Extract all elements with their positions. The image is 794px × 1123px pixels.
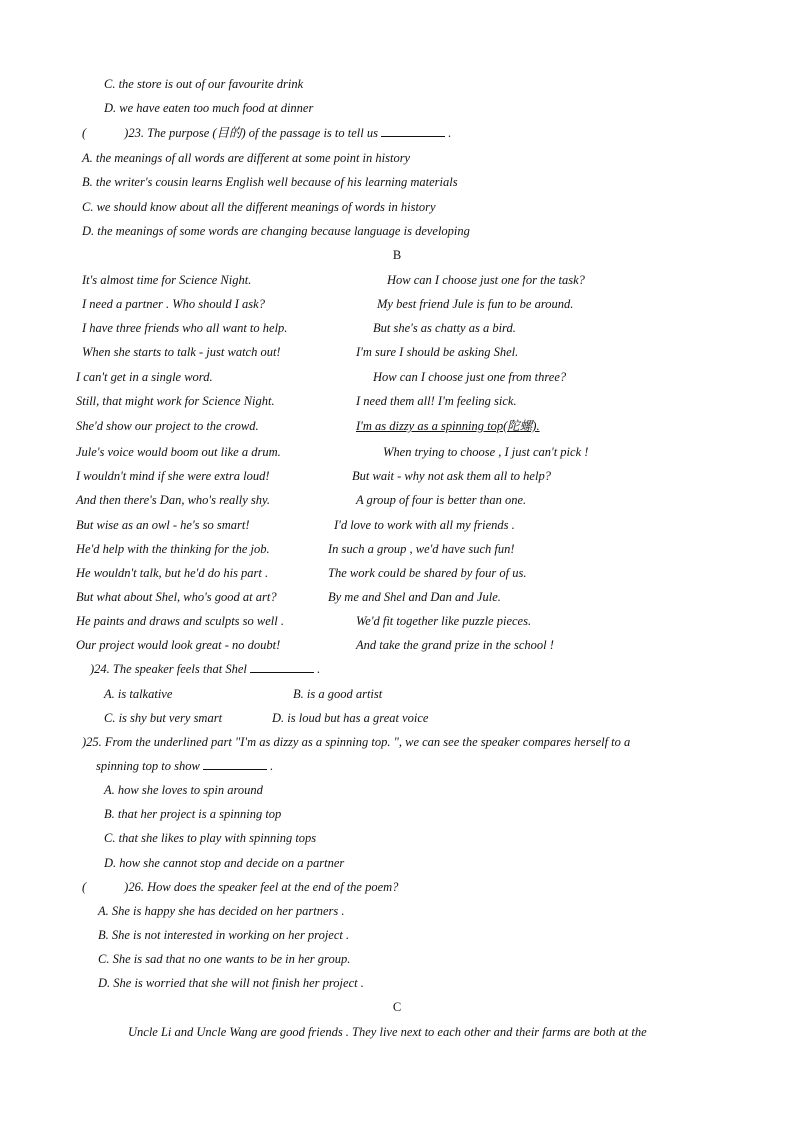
poem-left-line: He wouldn't talk, but he'd do his part . — [76, 566, 269, 580]
q25-stem: spinning top to show — [96, 759, 200, 773]
q25-end: . — [270, 759, 274, 773]
poem-right-line: In such a group , we'd have such fun! — [328, 542, 515, 556]
passage-c-first-line: Uncle Li and Uncle Wang are good friends . They live next to each other and their farms are both at the — [128, 1025, 647, 1039]
poem-left-line: I have three friends who all want to help. — [82, 321, 288, 335]
poem-left-line: He paints and draws and sculpts so well . — [76, 614, 284, 628]
poem-left-line: He'd help with the thinking for the job. — [76, 542, 270, 556]
section-c-heading: C — [392, 1000, 402, 1014]
poem-right-line-underlined: I'm as dizzy as a spinning top(陀螺). — [356, 419, 540, 433]
poem-right-line: How can I choose just one from three? — [373, 370, 567, 384]
poem-right-line: How can I choose just one for the task? — [387, 273, 585, 287]
poem-right-line: But she's as chatty as a bird. — [373, 321, 516, 335]
q26-option-a: A. She is happy she has decided on her partners . — [98, 904, 345, 918]
poem-left-line: And then there's Dan, who's really shy. — [76, 493, 270, 507]
q26-stem: )26. How does the speaker feel at the end of the poem? — [124, 880, 399, 894]
q24-end: . — [317, 662, 321, 676]
section-b-heading: B — [392, 248, 402, 262]
poem-left-line: But what about Shel, who's good at art? — [76, 590, 277, 604]
q23-end: . — [448, 126, 452, 140]
q23-option-b: B. the writer's cousin learns English well because of his learning materials — [82, 175, 458, 189]
poem-right-line: I'm sure I should be asking Shel. — [356, 345, 519, 359]
q23-stem: )23. The purpose (目的) of the passage is to tell us — [124, 126, 378, 140]
q25-answer-blank — [203, 758, 267, 770]
poem-left-line: When she starts to talk - just watch out! — [82, 345, 281, 359]
q22-option-d: D. we have eaten too much food at dinner — [104, 101, 314, 115]
poem-left-line: But wise as an owl - he's so smart! — [76, 518, 250, 532]
q25-option-a: A. how she loves to spin around — [104, 783, 263, 797]
poem-right-line: I need them all! I'm feeling sick. — [356, 394, 517, 408]
q23-option-c: C. we should know about all the different meanings of words in history — [82, 200, 436, 214]
poem-left-line: I can't get in a single word. — [76, 370, 213, 384]
q26-option-b: B. She is not interested in working on her project . — [98, 928, 350, 942]
q25-option-b: B. that her project is a spinning top — [104, 807, 282, 821]
poem-left-line: I need a partner . Who should I ask? — [82, 297, 265, 311]
poem-left-line: I wouldn't mind if she were extra loud! — [76, 469, 270, 483]
q26-option-c: C. She is sad that no one wants to be in her group. — [98, 952, 351, 966]
q25-question-line2 — [96, 758, 273, 774]
poem-right-line: A group of four is better than one. — [356, 493, 527, 507]
poem-right-line: But wait - why not ask them all to help? — [352, 469, 551, 483]
q26-question — [82, 879, 398, 895]
poem-right-line: We'd fit together like puzzle pieces. — [356, 614, 532, 628]
q23-option-a: A. the meanings of all words are different at some point in history — [82, 151, 411, 165]
poem-right-line: When trying to choose , I just can't pick ! — [383, 445, 589, 459]
q25-question-line1: )25. From the underlined part "I'm as dizzy as a spinning top. ", we can see the speaker compares herself to a — [82, 735, 631, 749]
q24-stem: )24. The speaker feels that Shel — [90, 662, 247, 676]
q25-option-d: D. how she cannot stop and decide on a partner — [104, 856, 345, 870]
q24-option-a: A. is talkative — [104, 687, 173, 701]
q22-option-c: C. the store is out of our favourite drink — [104, 77, 304, 91]
poem-left-line: Our project would look great - no doubt! — [76, 638, 281, 652]
q24-option-b: B. is a good artist — [293, 687, 383, 701]
poem-right-line: I'd love to work with all my friends . — [334, 518, 515, 532]
poem-right-line: And take the grand prize in the school ! — [356, 638, 554, 652]
q23-answer-blank — [381, 125, 445, 137]
poem-left-line: Jule's voice would boom out like a drum. — [76, 445, 281, 459]
q26-paren: ( — [82, 880, 87, 894]
poem-left-line: She'd show our project to the crowd. — [76, 419, 259, 433]
q25-option-c: C. that she likes to play with spinning tops — [104, 831, 317, 845]
q23-option-d: D. the meanings of some words are changing because language is developing — [82, 224, 470, 238]
q24-answer-blank — [250, 661, 314, 673]
poem-left-line: It's almost time for Science Night. — [82, 273, 252, 287]
poem-right-line: By me and Shel and Dan and Jule. — [328, 590, 501, 604]
q23-paren: ( — [82, 126, 87, 140]
q24-question — [90, 661, 320, 677]
q24-option-c: C. is shy but very smart — [104, 711, 223, 725]
poem-right-line: The work could be shared by four of us. — [328, 566, 527, 580]
poem-right-line: My best friend Jule is fun to be around. — [377, 297, 574, 311]
q26-option-d: D. She is worried that she will not finish her project . — [98, 976, 364, 990]
poem-left-line: Still, that might work for Science Night. — [76, 394, 275, 408]
q24-option-d: D. is loud but has a great voice — [272, 711, 429, 725]
q23-question — [82, 125, 451, 141]
